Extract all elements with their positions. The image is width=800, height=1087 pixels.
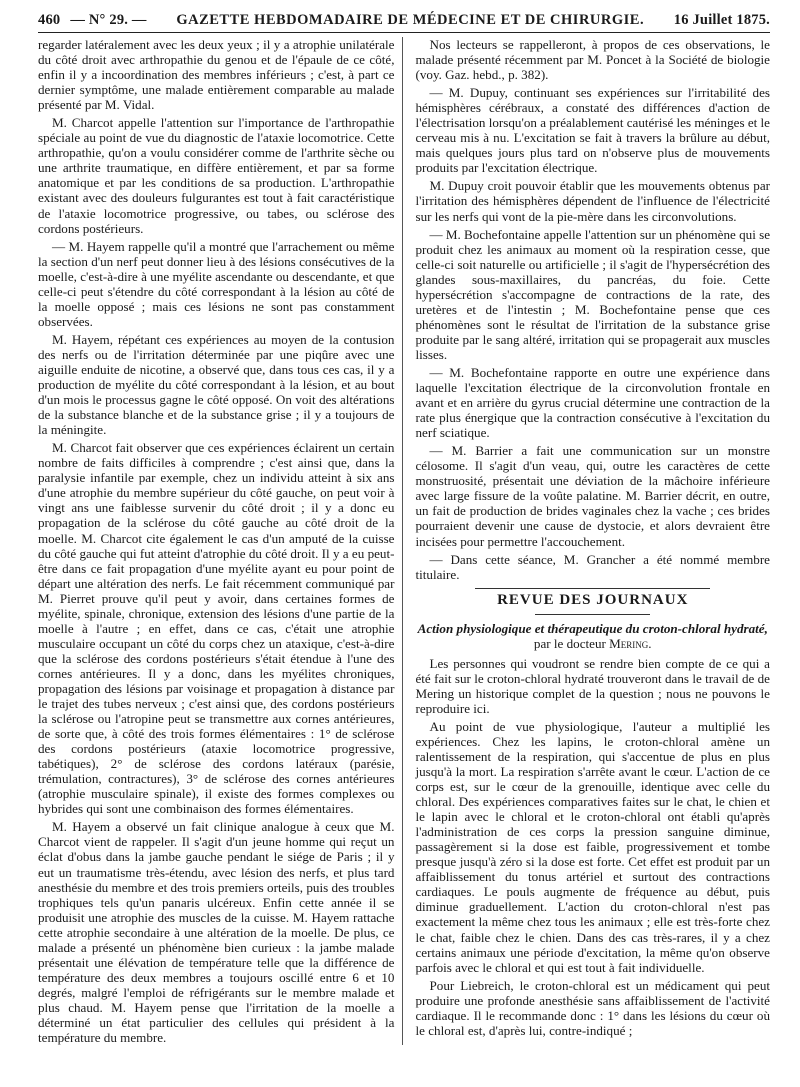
issue-number: — N° 29. — [70,12,147,28]
paragraph: — M. Bochefontaine rapporte en outre une expérience dans laquelle l'excitation électrique de la circonvolution frontale en avant et en arrière du gyrus crucial détermine une contraction de la rate plus énergique que la contraction consécutive à l'excitation du nerf sciatique. [415,364,770,441]
article-author-prefix: par le docteur [533,635,606,651]
paragraph: Pour Liebreich, le croton-chloral est un médicament qui peut produire une profonde anesthésie sans affaiblissement de l'activité cardiaque. Il le recommande donc : 1° dans les lésions du cœur où le chloral est, d'après lui, contre-indiqué ; [415,977,770,1038]
article-author-name: Mering. [609,635,652,651]
header-left [38,12,147,29]
left-column [38,37,403,1045]
paragraph: regarder latéralement avec les deux yeux ; il y a atrophie unilatérale du côté droit avec arthropathie du genou et de l'épaule de ce côté, enfin il y a incoordination des membres inférieurs ; c'est, à part ce dernier symptôme, une malade entièrement comparable au malade présenté par M. Vidal. [38,37,395,113]
paragraph: M. Dupuy croit pouvoir établir que les mouvements obtenus par l'irritation des hémisphères dépendent de l'influence de l'électricité sur les nerfs qui vont de la pie-mère dans les circonvolutions. [415,178,770,224]
paragraph: Au point de vue physiologique, l'auteur a multiplié les expériences. Chez les lapins, le croton-chloral amène un ralentissement de la respiration, qui s'accentue de plus en plus jusqu'à la mort. La respiration s'arrête avant le cœur. L'action de ce corps est, sur le cœur de la grenouille, identique avec celle du chloral. Des expériences comparatives faites sur le chat, le chien et le lapin avec le chloral et le croton-chloral ont établi qu'après l'administration de ces corps la pression sanguine diminue, passagèrement si la dose est faible, progressivement et tombe presque jusqu'à zéro si la dose est forte. Cet effet est produit par un affaiblissement du tonus artériel et surtout des contractions cardiaques. Le pouls augmente de fréquence au début, puis diminue graduellement. L'action du croton-chloral n'est pas exactement la même chez tous les animaux ; elle est très-forte chez le chat, faible chez le chien. Dans des cas très-rares, il y a chez certains animaux une période d'excitation, la même qu'on observe parfois avec le chloral et qui est tout à fait individuelle. [415,718,770,975]
paragraph: M. Hayem a observé un fait clinique analogue à ceux que M. Charcot vient de rappeler. Il s'agit d'un jeune homme qui reçut un éclat d'obus dans la jambe gauche pendant le siége de Paris ; il y eut un traumatisme très-étendu, avec lésion des nerfs, et plus tard anesthésie du membre et des trois premiers orteils, puis des troubles trophiques tels qu'un panaris ulcéreux. Enfin cette année il se produisit une atrophie des muscles de la cuisse. M. Hayem rattache cette atrophie secondaire à une altération de la moelle. De plus, ce malade a présenté un phénomène bien curieux : la jambe malade présentait une élévation de température telle que la différence de température des deux membres a toujours oscillé entre 6 et 10 degrés, malgré l'emploi de réfrigérants sur le membre malade et plus chaud. M. Hayem pense que l'irritation de la moelle a déterminé un état particulier des cellules qui président à la température du membre. [38,819,395,1046]
right-column [403,37,770,1045]
paragraph: — M. Dupuy, continuant ses expériences sur l'irritabilité des hémisphères cérébraux, a constaté des différences d'action de l'électrisation lorsqu'on a préalablement cautérisé les méninges et le cerveau mis à nu. L'excitation se fait à travers la brûlure au début, mais quelques jours plus tard on n'observe plus de mouvements produits par l'excitation électrique. [415,85,770,176]
page-number: 460 [38,12,61,28]
paragraph: — Dans cette séance, M. Grancher a été nommé membre titulaire. [415,551,770,582]
paragraph: Les personnes qui voudront se rendre bien compte de ce qui a été fait sur le croton-chloral hydraté trouveront dans le travail de de Mering un historique complet de la question ; nous ne pouvons le reproduire ici. [415,655,770,716]
paragraph: M. Hayem, répétant ces expériences au moyen de la contusion des nerfs ou de l'irritation déterminée par une piqûre avec une aiguille enduite de nicotine, a observé que, dans tous ces cas, il y a production de myélite du côté correspondant à la lésion, et au bout d'un mois le processus gagne le côté opposé. On voit des altérations de la substance blanche et de la substance grise ; il y a toujours de la méningite. [38,331,395,438]
article-title-text: Action physiologique et thérapeutique du croton-chloral hydraté, [417,620,768,636]
section-title: REVUE DES JOURNAUX [497,591,689,608]
journal-title: GAZETTE HEBDOMADAIRE DE MÉDECINE ET DE CHIRURGIE. [176,12,645,28]
article-title [415,621,770,651]
paragraph: — M. Barrier a fait une communication sur un monstre célosome. Il s'agit d'un veau, qui, outre les caractères de cette monstruosité, présentait une déviation de la mâchoire inférieure avec large fissure de la voûte palatine. M. Barrier décrit, en outre, un fait de production de brides vaginales chez la vache ; ces brides pourraient devenir une cause de dystocie, et alors devraient être incisées pour permettre l'accouchement. [415,443,770,549]
section-divider [475,588,710,589]
paragraph: M. Charcot fait observer que ces expériences éclairent un certain nombre de faits difficiles à comprendre ; c'est ainsi que, dans la paralysie infantile par exemple, chez un individu atteint à six ans d'une atrophie du membre supérieur du côté gauche, on peut voir à vingt ans une faiblesse survenir du côté droit ; il y a donc eu propagation de la sclérose du côté gauche au côté droit de la moelle. M. Charcot cite également le cas d'un amputé de la cuisse du côté gauche qui fut atteint d'atrophie du côté droit. Il y a eu peut-être dans ce fait propagation d'une myélite ayant eu pour point de départ une altération des nerfs. Le fait récemment communiqué par M. Pierret prouve qu'il peut y avoir, dans certaines formes de myélite, spinale, chronique, extension des lésions d'une partie de la moelle à l'autre ; en effet, dans ce cas, c'était une atrophie musculaire occupant un côté du corps chez un ataxique, c'est-à-dire que la sclérose des cordons postérieurs s'était étendue à l'une des cornes antérieures. Il y a donc, dans les myélites chroniques, propagation des lésions par voisinage et propagation à distance par le trajet des tubes nerveux ; c'est ainsi que, des cordons postérieurs la sclérose ou l'atropine peut se transmettre aux cornes antérieures, de sorte que, à côté des trois formes élémentaires : 1° de sclérose des cordons postérieurs (ataxie locomotrice progressive, tabétiques), 2° de sclérose des cordons latéraux (parésie, trémulation, contractures), 3° de sclérose des cornes antérieures (atrophie musculaire spinale), il existe des formes complexes ou hybrides qui sont une combinaison des formes élémentaires. [38,440,395,817]
text-columns [38,37,770,1045]
paragraph: M. Charcot appelle l'attention sur l'importance de l'arthropathie spéciale au point de vue du diagnostic de l'ataxie locomotrice. Cette arthropathie, qu'on a voulu considérer comme de l'arthrite sèche ou une arthrite traumatique, en diffère entièrement, et par sa forme anatomique et par les conditions de sa production. L'arthropathie existant avec des douleurs fulgurantes est tout à fait caractéristique de l'ataxie locomotrice progressive, ou tabes, ou sclérose des cordons postérieurs. [38,115,395,236]
running-header [38,12,770,33]
paragraph: — M. Hayem rappelle qu'il a montré que l'arrachement ou même la section d'un nerf peut donner lieu à des lésions consécutives de la moelle, c'est-à-dire à une myélite ascendante ou descendante, et que celle-ci peut s'étendre du côté correspondant à la lésion au côté de la moelle opposé ; mais ces lésions ne sont pas constamment observées. [38,238,395,329]
paragraph: — M. Bochefontaine appelle l'attention sur un phénomène qui se produit chez les animaux au moment où la respiration cesse, que celle-ci soit naturelle ou artificielle ; il s'agit de l'hypersécrétion des glandes sous-maxillaires, du pancréas, du foie. Cette hypersécrétion s'accompagne de contractions de la rate, des uretères et de l'intestin ; M. Bochefontaine pense que ces phénomènes sont le résultat de l'irritation de la substance grise produite par le sang altéré, irritation qui se propagerait aux muscles lisses. [415,226,771,362]
section-divider-short [535,614,650,615]
paragraph: Nos lecteurs se rappelleront, à propos de ces observations, le malade présenté récemment par M. Poncet à la Société de biologie (voy. Gaz. hebd., p. 382). [415,37,770,83]
issue-date: 16 Juillet 1875. [673,12,770,28]
